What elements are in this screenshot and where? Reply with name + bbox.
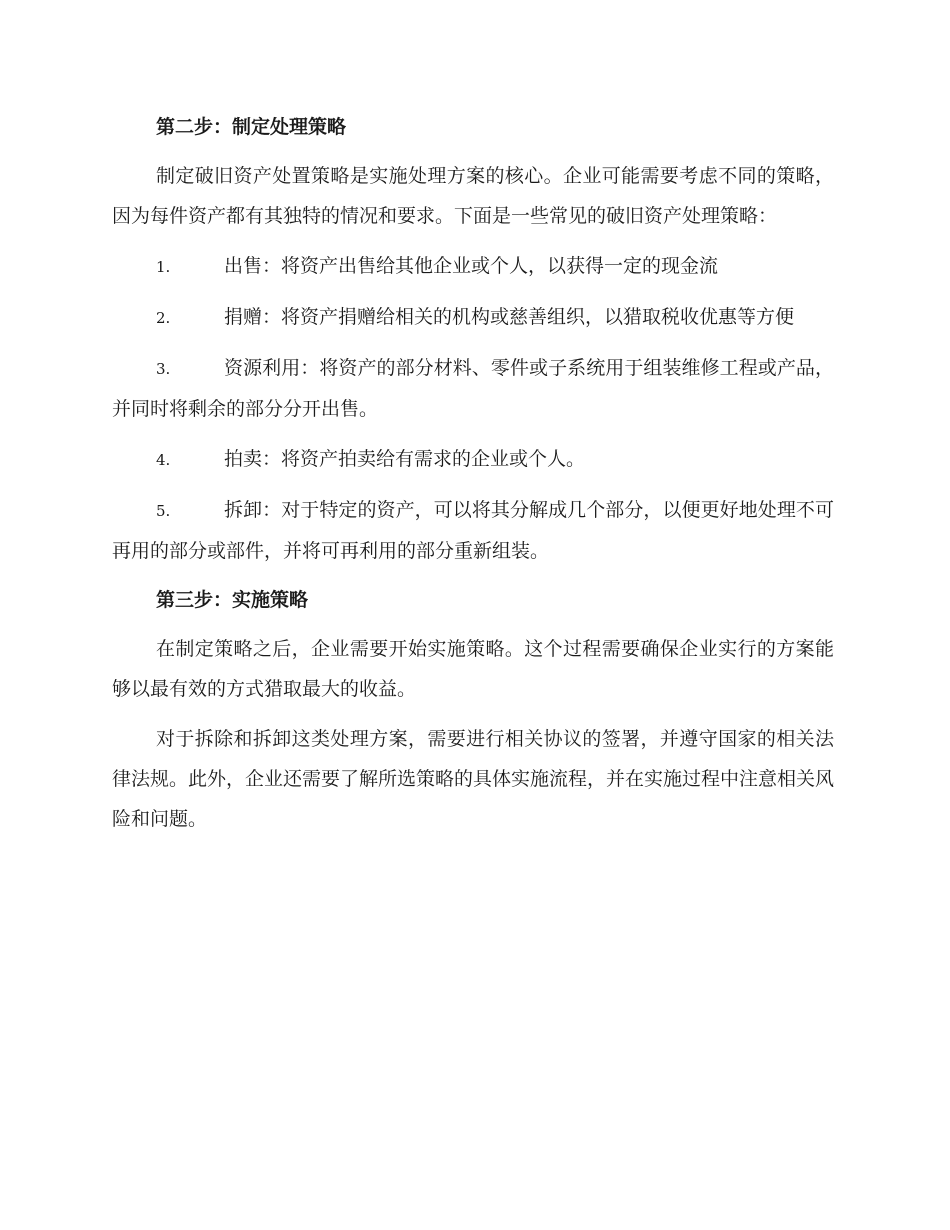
list-item <box>112 439 834 480</box>
list-item-number: 4. <box>156 451 171 469</box>
list-item-text: 拍卖：将资产拍卖给有需求的企业或个人。 <box>224 448 586 470</box>
list-item-text: 资源利用：将资产的部分材料、零件或子系统用于组装维修工程或产品，并同时将剩余的部分分开出售。 <box>112 357 834 420</box>
list-item-text: 出售：将资产出售给其他企业或个人，以获得一定的现金流 <box>224 255 719 277</box>
list-item-text: 捐赠：将资产捐赠给相关的机构或慈善组织，以猎取税收优惠等方便 <box>224 306 795 328</box>
list-item <box>112 348 834 429</box>
list-item <box>112 246 834 287</box>
step3-paragraph-2: 对于拆除和拆卸这类处理方案，需要进行相关协议的签署，并遵守国家的相关法律法规。此外，企业还需要了解所选策略的具体实施流程，并在实施过程中注意相关风险和问题。 <box>112 728 835 830</box>
list-item-number: 5. <box>156 502 171 520</box>
step2-intro-paragraph: 制定破旧资产处置策略是实施处理方案的核心。企业可能需要考虑不同的策略，因为每件资产都有其独特的情况和要求。下面是一些常见的破旧资产处理策略： <box>112 165 834 227</box>
list-item-number: 3. <box>156 360 171 378</box>
step3-paragraph-1: 在制定策略之后，企业需要开始实施策略。这个过程需要确保企业实行的方案能够以最有效的方式猎取最大的收益。 <box>112 638 834 700</box>
list-item-text: 拆卸：对于特定的资产，可以将其分解成几个部分，以便更好地处理不可再用的部分或部件，并将可再利用的部分重新组装。 <box>112 499 834 562</box>
list-item-number: 2. <box>156 309 171 327</box>
list-item <box>112 297 834 338</box>
step2-heading: 第二步：制定处理策略 <box>156 116 347 138</box>
list-item-number: 1. <box>156 258 171 276</box>
step3-heading: 第三步：实施策略 <box>156 589 309 611</box>
list-item <box>112 490 834 571</box>
document-page <box>112 108 834 849</box>
